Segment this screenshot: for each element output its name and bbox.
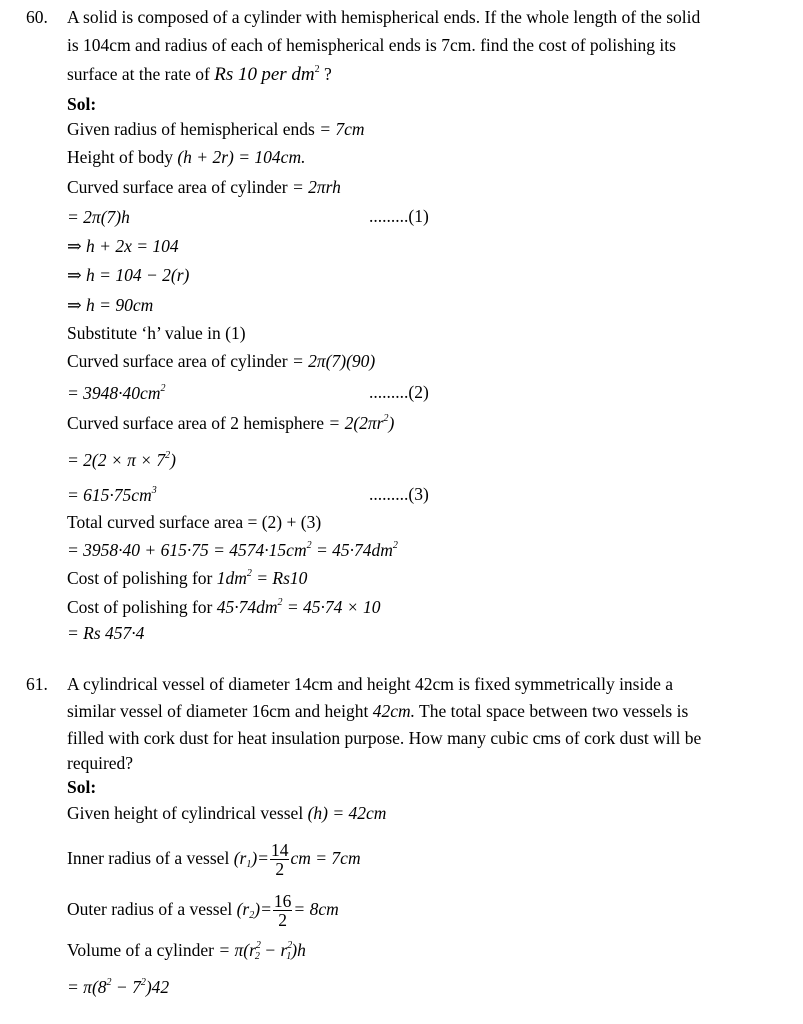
rate-value: Rs 10: [214, 64, 257, 85]
final-answer: = Rs 457·4: [67, 623, 145, 643]
rate-unit: per dm: [261, 64, 315, 85]
question-60-line-1: A solid is composed of a cylinder with hemispherical ends. If the whole length of the solid: [67, 7, 701, 27]
question-60-line-3: surface at the rate of Rs 10 per $dm^2$ ?: [67, 64, 332, 85]
question-61-line-4: required?: [67, 753, 134, 773]
step-4: ⇒ h = 90cm: [67, 295, 154, 315]
question-60-line-2: is 104cm and radius of each of hemispherical ends is 7cm. find the cost of polishing its: [67, 35, 676, 55]
height-of-body: Height of body (h + 2r) = 104cm.: [67, 147, 306, 167]
question-61-line-3: filled with cork dust for heat insulation purpose. How many cubic cms of cork dust will be: [67, 728, 702, 748]
equation-ref-3: .........(3): [369, 484, 429, 504]
hemisphere-step: = $2(2 \times \pi \times 7^2)$: [67, 450, 176, 470]
csa-hemisphere: Curved surface area of 2 hemisphere = $2(2\pi r^2)$: [67, 413, 395, 433]
step-1: = 2π(7)h: [67, 207, 130, 227]
csa-cylinder-2: Curved surface area of cylinder = 2π(7)(90): [67, 351, 376, 371]
step-3: ⇒ h = 104 − 2(r): [67, 265, 190, 285]
equation-ref-2: .........(2): [369, 382, 429, 402]
cost-per-dm: Cost of polishing for $1dm^2 = Rs10$: [67, 568, 308, 588]
result-3: = $615\cdot 75cm^3$: [67, 485, 157, 505]
question-61-number: 61.: [26, 674, 48, 694]
solution-label-61: Sol:: [67, 777, 97, 797]
volume-step: = $\pi(8^2 - 7^2)42$: [67, 977, 170, 997]
question-61-line-1: A cylindrical vessel of diameter 14cm and height 42cm is fixed symmetrically inside a: [67, 674, 674, 694]
step-2: ⇒ h + 2x = 104: [67, 236, 179, 256]
question-60-number: 60.: [26, 7, 48, 27]
equation-ref-1: .........(1): [369, 206, 429, 226]
solution-label: Sol:: [67, 94, 97, 114]
question-61-line-2: similar vessel of diameter 16cm and height 42cm. The total space between two vessels is: [67, 701, 689, 721]
given-height: Given height of cylindrical vessel (h) = 42cm: [67, 803, 387, 823]
inner-radius: Inner radius of a vessel $(r_1)=$ $\frac{14}{2}$ cm = 7cm: [67, 840, 361, 880]
cost-total: Cost of polishing for $45\cdot 74dm^2 = 45\cdot 74 \times 10$: [67, 597, 381, 617]
total-calc: = $3958\cdot 40 + 615\cdot 75 = 4574\cdot 15cm^2 = 45\cdot 74dm^2$: [67, 540, 398, 560]
outer-radius: Outer radius of a vessel $(r_2)=$ $\frac{16}{2}$ = 8cm: [67, 891, 339, 931]
csa-cylinder: Curved surface area of cylinder = 2πrh: [67, 177, 341, 197]
total-csa: Total curved surface area = (2) + (3): [67, 512, 322, 532]
result-2: = $3948\cdot 40cm^2$: [67, 383, 166, 403]
substitute-text: Substitute ‘h’ value in (1): [67, 323, 246, 343]
volume-formula: Volume of a cylinder = $\pi(r^2_2 - r^2_1)h$: [67, 940, 306, 962]
given-radius: Given radius of hemispherical ends = 7cm: [67, 119, 365, 139]
